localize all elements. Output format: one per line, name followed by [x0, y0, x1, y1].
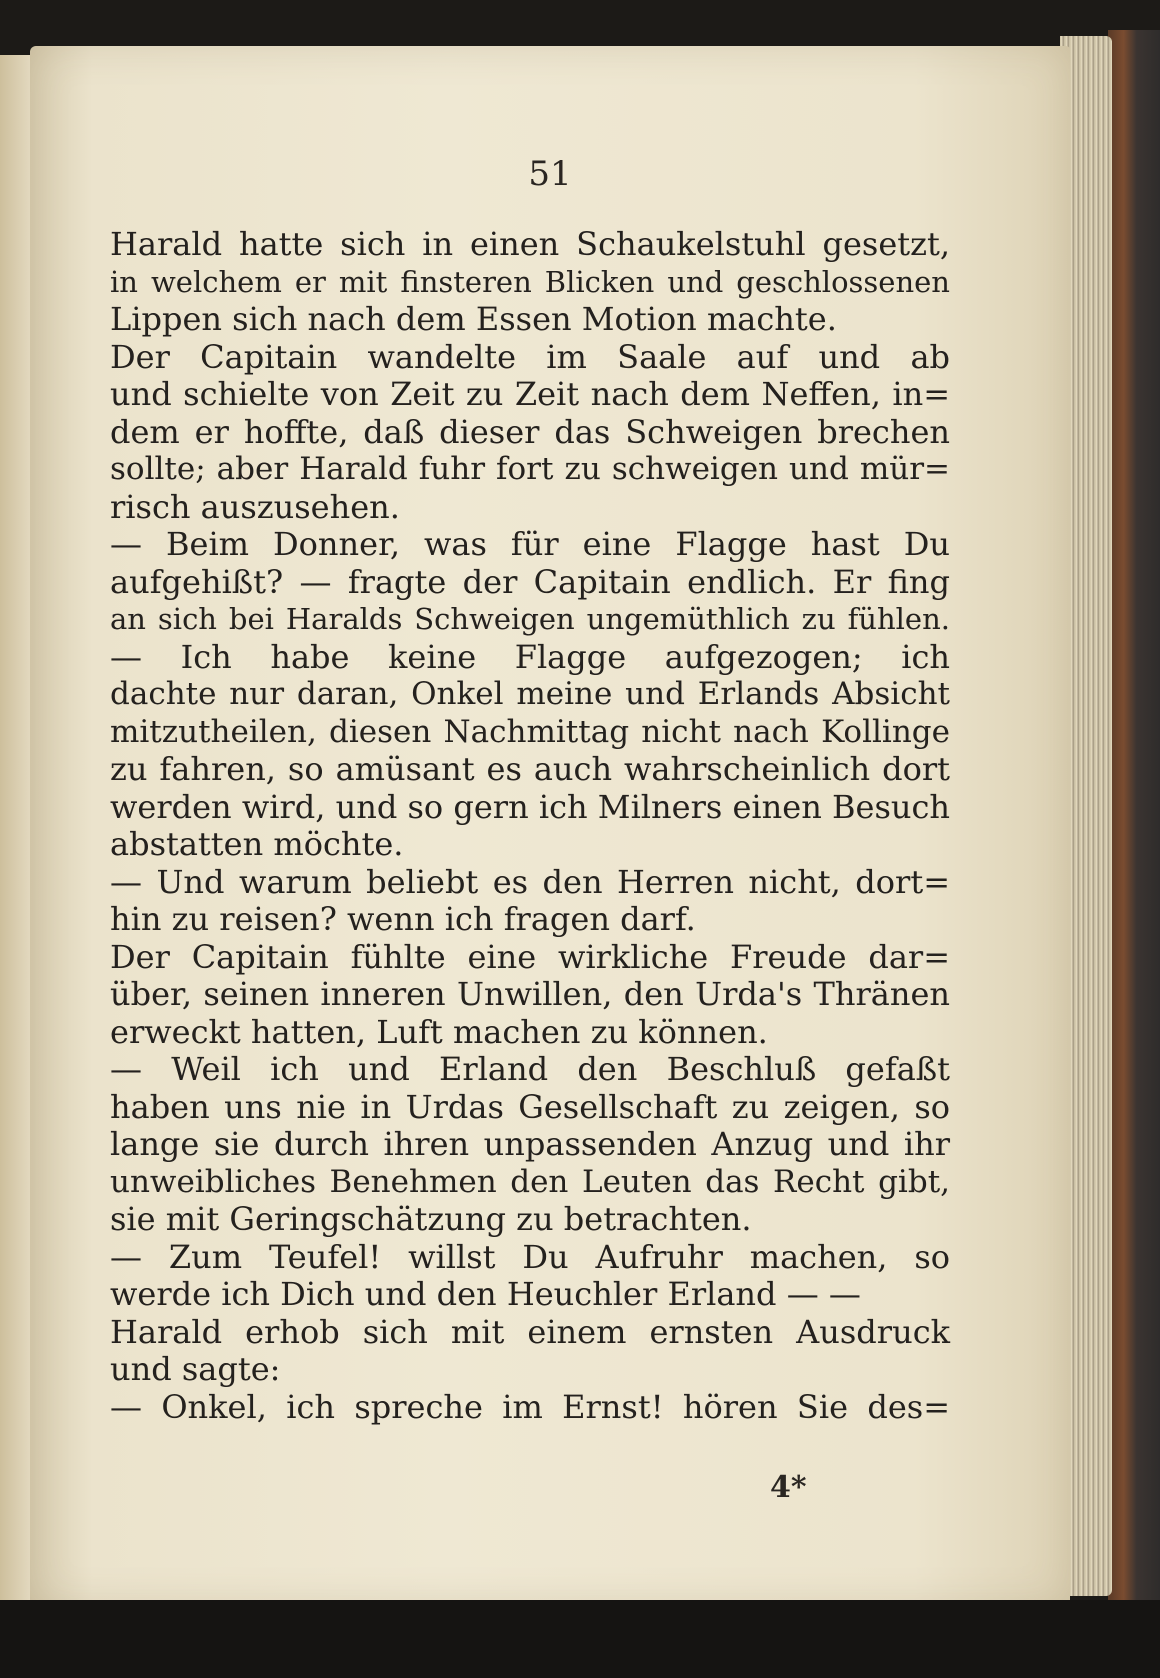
- text-line: Harald hatte sich in einen Schaukelstuhl gesetzt,: [110, 225, 950, 263]
- text-line: zu fahren, so amüsant es auch wahrscheinlich dort: [110, 750, 950, 788]
- text-line: sollte; aber Harald fuhr fort zu schweigen und mür=: [110, 451, 950, 487]
- text-line: haben uns nie in Urdas Gesellschaft zu zeigen, so: [110, 1087, 950, 1126]
- text-line: risch auszusehen.: [110, 487, 400, 526]
- text-line: — Onkel, ich spreche im Ernst! hören Sie des=: [110, 1387, 950, 1426]
- text-line: erweckt hatten, Luft machen zu können.: [110, 1012, 768, 1051]
- text-line: — Weil ich und Erland den Beschluß gefaßt: [110, 1050, 950, 1088]
- text-line: über, seinen inneren Unwillen, den Urda's Thränen: [110, 975, 950, 1013]
- book-cover-right: [1108, 30, 1160, 1600]
- signature-mark: 4*: [770, 1470, 807, 1505]
- text-line: an sich bei Haralds Schweigen ungemüthlich zu fühlen.: [110, 602, 950, 636]
- text-line: Der Capitain wandelte im Saale auf und ab: [110, 337, 950, 376]
- text-line: Lippen sich nach dem Essen Motion machte.: [110, 300, 837, 338]
- text-line: — Beim Donner, was für eine Flagge hast Du: [110, 525, 950, 563]
- background-band: [0, 1600, 1160, 1678]
- text-line: sie mit Geringschätzung zu betrachten.: [110, 1200, 752, 1238]
- text-line: aufgehißt? — fragte der Capitain endlich. Er fing: [110, 562, 950, 601]
- text-line: werde ich Dich und den Heuchler Erland — —: [110, 1275, 861, 1313]
- text-line: in welchem er mit finsteren Blicken und geschlossenen: [110, 264, 950, 299]
- text-line: und schielte von Zeit zu Zeit nach dem Neffen, in=: [110, 375, 950, 413]
- text-line: Harald erhob sich mit einem ernsten Ausdruck: [110, 1312, 950, 1351]
- book-page: [30, 46, 1070, 1606]
- body-text: [110, 226, 950, 1426]
- facing-page-edge: [0, 55, 32, 1615]
- page-number: 51: [528, 154, 572, 194]
- text-line: unweibliches Benehmen den Leuten das Recht gibt,: [110, 1163, 950, 1200]
- text-line: lange sie durch ihren unpassenden Anzug und ihr: [110, 1125, 950, 1163]
- text-line: werden wird, und so gern ich Milners einen Besuch: [110, 787, 950, 826]
- text-line: Der Capitain fühlte eine wirkliche Freude dar=: [110, 937, 950, 976]
- text-line: — Zum Teufel! willst Du Aufruhr machen, so: [110, 1237, 950, 1276]
- text-line: mitzutheilen, diesen Nachmittag nicht nach Kollinge: [110, 713, 950, 750]
- text-line: und sagte:: [110, 1350, 281, 1388]
- text-line: dem er hoffte, daß dieser das Schweigen brechen: [110, 412, 950, 451]
- text-line: hin zu reisen? wenn ich fragen darf.: [110, 900, 696, 938]
- text-line: — Ich habe keine Flagge aufgezogen; ich: [110, 637, 950, 676]
- text-line: — Und warum beliebt es den Herren nicht, dort=: [110, 862, 950, 901]
- text-line: abstatten möchte.: [110, 825, 404, 863]
- text-line: dachte nur daran, Onkel meine und Erlands Absicht: [110, 676, 950, 712]
